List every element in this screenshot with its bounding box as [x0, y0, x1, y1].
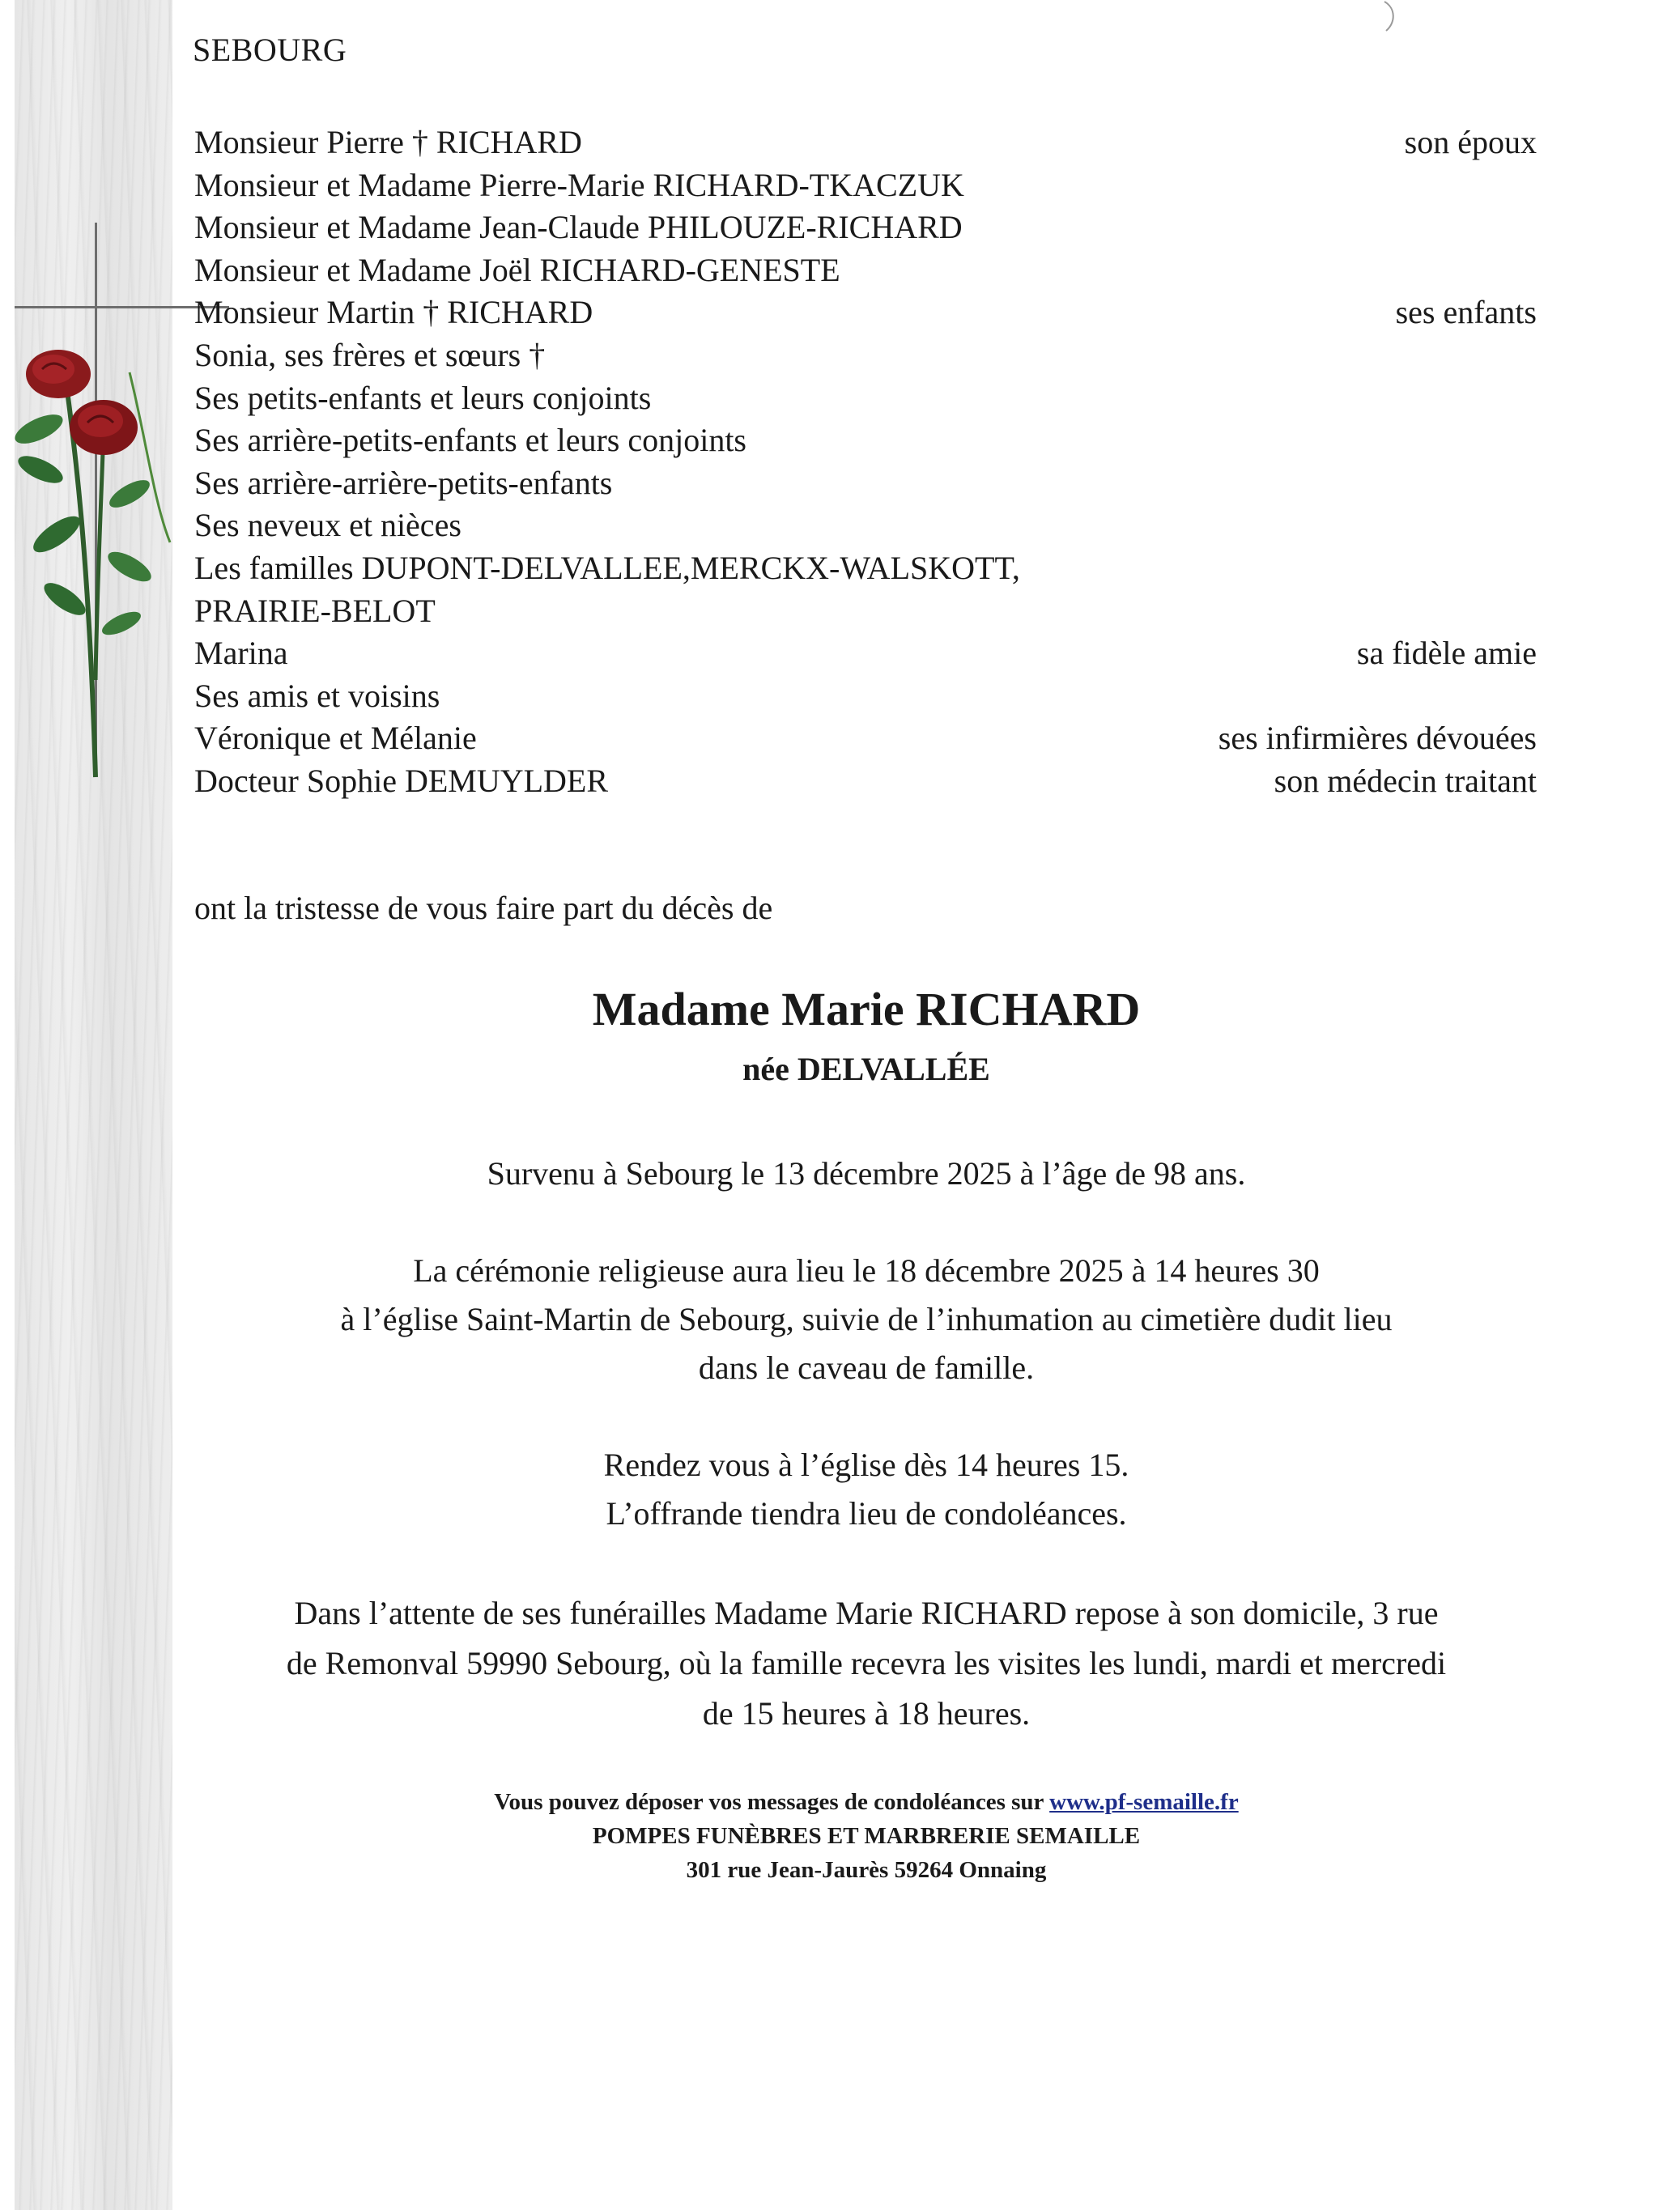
list-item: [194, 206, 1538, 249]
family-member-name: Monsieur Martin † RICHARD: [194, 294, 593, 331]
visitation-line: Dans l’attente de ses funérailles Madame Marie RICHARD repose à son domicile, 3 rue: [294, 1595, 1439, 1631]
list-item: [194, 121, 1538, 164]
family-member-name: Marina: [194, 635, 288, 672]
visitation-paragraph: [194, 1588, 1538, 1739]
family-member-name: Véronique et Mélanie: [194, 720, 477, 757]
condolences-text: Vous pouvez déposer vos messages de condoléances sur: [494, 1789, 1050, 1815]
list-item: [194, 675, 1538, 718]
meeting-line: L’offrande tiendra lieu de condoléances.: [606, 1495, 1127, 1532]
intro-text: ont la tristesse de vous faire part du décès de: [194, 890, 773, 926]
footer: [194, 1785, 1538, 1887]
company-address: 301 rue Jean-Jaurès 59264 Onnaing: [686, 1857, 1047, 1883]
family-member-role: ses enfants: [1395, 294, 1537, 331]
ceremony-line: La cérémonie religieuse aura lieu le 18 décembre 2025 à 14 heures 30: [413, 1252, 1320, 1289]
family-member-name: Monsieur et Madame Pierre-Marie RICHARD-TKACZUK: [194, 166, 964, 203]
list-item: [194, 462, 1538, 505]
condolences-line: [194, 1785, 1538, 1819]
list-item: [194, 334, 1538, 377]
list-item: [194, 717, 1538, 760]
deceased-name: Madame Marie RICHARD: [592, 983, 1141, 1035]
list-item: [194, 419, 1538, 462]
family-member-name: Monsieur Pierre † RICHARD: [194, 124, 582, 160]
family-member-name: Ses petits-enfants et leurs conjoints: [194, 379, 652, 416]
family-member-name: Ses arrière-petits-enfants et leurs conjoints: [194, 422, 746, 459]
ceremony-paragraph: [194, 1247, 1538, 1392]
list-item: [194, 632, 1538, 675]
death-notice: Survenu à Sebourg le 13 décembre 2025 à l’âge de 98 ans.: [487, 1155, 1246, 1192]
roses-icon: [8, 340, 194, 793]
visitation-line: de 15 heures à 18 heures.: [702, 1695, 1031, 1732]
family-member-name: Monsieur et Madame Jean-Claude PHILOUZE-RICHARD: [194, 209, 963, 246]
family-member-name: Monsieur et Madame Joël RICHARD-GENESTE: [194, 251, 840, 288]
list-item: [194, 377, 1538, 420]
family-member-role: sa fidèle amie: [1356, 635, 1537, 672]
wood-strip-decoration: [15, 0, 172, 2210]
family-member-name: Sonia, ses frères et sœurs †: [194, 336, 546, 373]
list-item: [194, 760, 1538, 803]
family-member-role: son époux: [1404, 124, 1537, 160]
list-item: [194, 590, 1538, 633]
family-member-name: Les familles DUPONT-DELVALLEE,MERCKX-WALSKOTT,: [194, 549, 1020, 586]
family-member-name: Ses amis et voisins: [194, 677, 440, 714]
maiden-name: née DELVALLÉE: [742, 1051, 990, 1087]
ceremony-line: à l’église Saint-Martin de Sebourg, suivie de l’inhumation au cimetière dudit lieu: [340, 1301, 1393, 1337]
scan-mark-decoration: [1376, 0, 1409, 32]
company-name: POMPES FUNÈBRES ET MARBRERIE SEMAILLE: [592, 1823, 1141, 1849]
list-item: [194, 249, 1538, 292]
family-member-role: son médecin traitant: [1274, 762, 1537, 799]
family-list: [194, 121, 1538, 803]
ceremony-line: dans le caveau de famille.: [698, 1349, 1035, 1386]
website-link[interactable]: www.pf-semaille.fr: [1049, 1789, 1239, 1815]
meeting-line: Rendez vous à l’église dès 14 heures 15.: [603, 1447, 1129, 1483]
list-item: [194, 547, 1538, 590]
place-heading: SEBOURG: [193, 32, 347, 68]
visitation-line: de Remonval 59990 Sebourg, où la famille recevra les visites les lundi, mardi et mercredi: [286, 1645, 1447, 1681]
list-item: [194, 504, 1538, 547]
list-item: [194, 291, 1538, 334]
family-member-name: Ses arrière-arrière-petits-enfants: [194, 464, 613, 501]
family-member-role: ses infirmières dévouées: [1218, 720, 1537, 757]
family-member-name: Ses neveux et nièces: [194, 507, 461, 544]
family-member-name: Docteur Sophie DEMUYLDER: [194, 762, 609, 799]
meeting-paragraph: [194, 1441, 1538, 1538]
family-member-name: PRAIRIE-BELOT: [194, 592, 436, 629]
list-item: [194, 164, 1538, 207]
